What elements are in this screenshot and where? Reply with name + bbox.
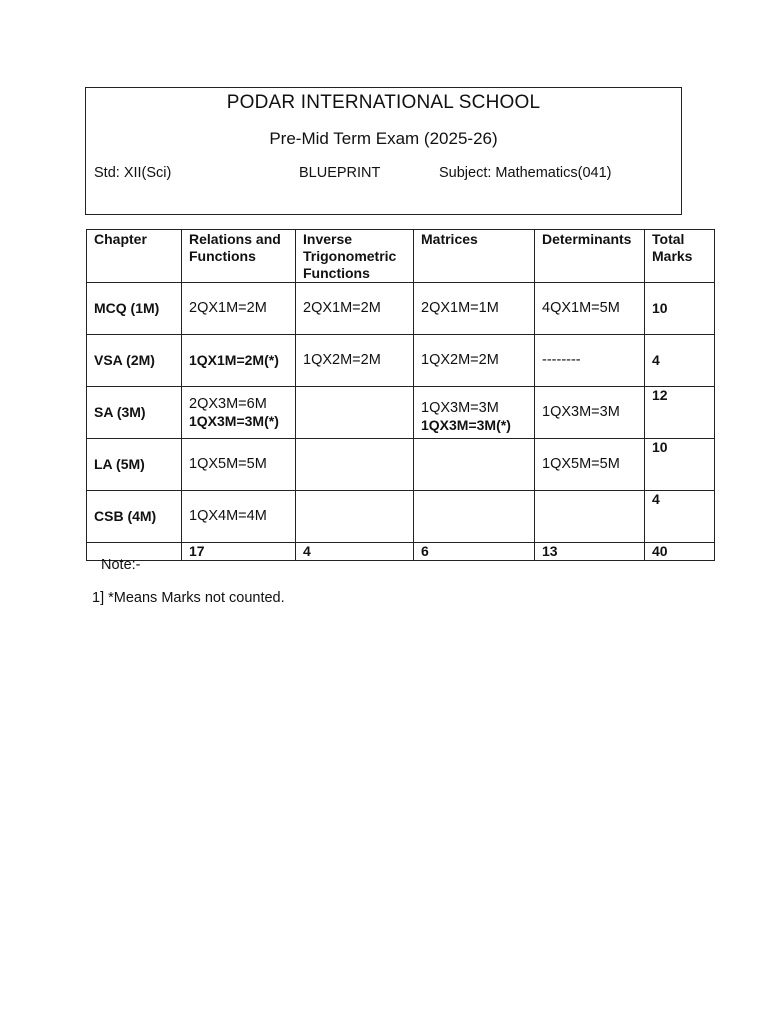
row-type: CSB (4M) — [87, 491, 182, 543]
cell — [414, 387, 535, 439]
standard-label: Std: XII(Sci) — [94, 165, 172, 181]
table-row — [87, 283, 715, 335]
table-row — [87, 387, 715, 439]
note-line: 1] *Means Marks not counted. — [92, 590, 285, 606]
row-total: 10 — [645, 283, 715, 335]
header-relations: Relations and Functions — [182, 230, 296, 283]
cell: 1QX2M=2M — [414, 335, 535, 387]
cell — [296, 387, 414, 439]
table-row — [87, 439, 715, 491]
row-total: 4 — [645, 491, 715, 543]
cell — [414, 491, 535, 543]
total-matrices: 6 — [414, 543, 535, 561]
cell — [296, 439, 414, 491]
header-chapter: Chapter — [87, 230, 182, 283]
cell: 2QX1M=2M — [182, 283, 296, 335]
row-total: 12 — [645, 387, 715, 439]
row-type: VSA (2M) — [87, 335, 182, 387]
cell: 1QX1M=2M(*) — [182, 335, 296, 387]
grand-total: 40 — [645, 543, 715, 561]
cell: 1QX2M=2M — [296, 335, 414, 387]
total-determinants: 13 — [535, 543, 645, 561]
blueprint-table — [86, 229, 715, 561]
cell — [535, 491, 645, 543]
total-relations: 17 — [182, 543, 296, 561]
totals-row — [87, 543, 715, 561]
cell-line: 1QX3M=3M(*) — [189, 412, 279, 429]
cell — [182, 387, 296, 439]
cell: 1QX4M=4M — [182, 491, 296, 543]
row-total: 10 — [645, 439, 715, 491]
row-type: LA (5M) — [87, 439, 182, 491]
header-matrices: Matrices — [414, 230, 535, 283]
table-row — [87, 491, 715, 543]
note-label: Note:- — [101, 557, 141, 573]
document-type: BLUEPRINT — [299, 165, 381, 181]
cell: -------- — [535, 335, 645, 387]
cell: 1QX3M=3M — [535, 387, 645, 439]
table-row — [87, 335, 715, 387]
cell: 1QX5M=5M — [182, 439, 296, 491]
cell: 2QX1M=2M — [296, 283, 414, 335]
cell: 2QX1M=1M — [414, 283, 535, 335]
cell: 4QX1M=5M — [535, 283, 645, 335]
cell-line: 1QX3M=3M(*) — [421, 416, 511, 433]
row-type: MCQ (1M) — [87, 283, 182, 335]
header-determinants: Determinants — [535, 230, 645, 283]
cell — [296, 491, 414, 543]
header-box — [85, 87, 682, 215]
header-total-marks: Total Marks — [645, 230, 715, 283]
cell-line: 2QX3M=6M — [189, 395, 267, 412]
cell-line: 1QX3M=3M — [421, 399, 499, 416]
table-header-row — [87, 230, 715, 283]
row-type: SA (3M) — [87, 387, 182, 439]
subject-label: Subject: Mathematics(041) — [439, 165, 612, 181]
cell — [414, 439, 535, 491]
cell: 1QX5M=5M — [535, 439, 645, 491]
row-total: 4 — [645, 335, 715, 387]
total-inverse-trig: 4 — [296, 543, 414, 561]
exam-title: Pre-Mid Term Exam (2025-26) — [269, 129, 498, 148]
header-inverse-trig: Inverse Trigonometric Functions — [296, 230, 414, 283]
school-name: PODAR INTERNATIONAL SCHOOL — [226, 92, 541, 113]
